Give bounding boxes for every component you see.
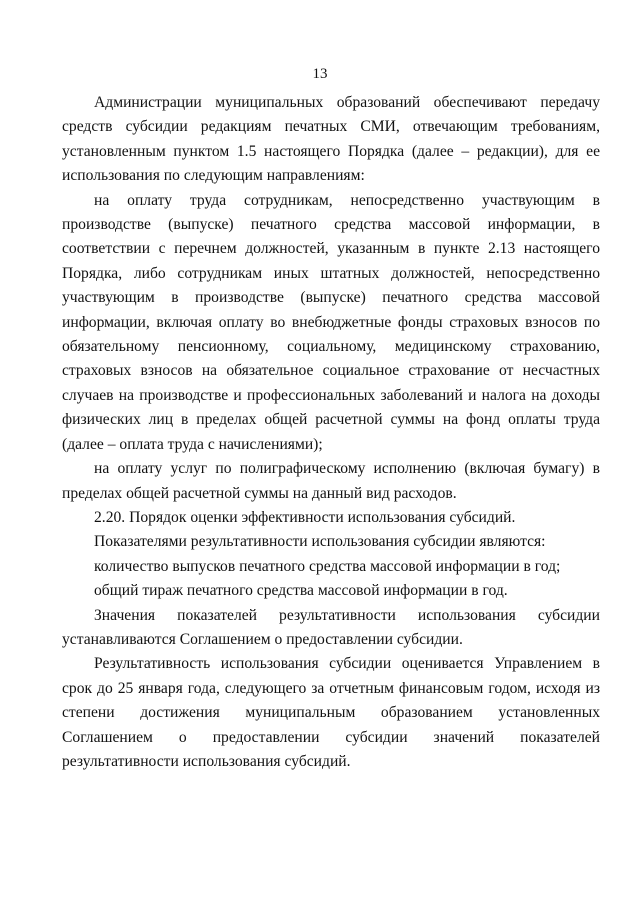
paragraph-indicator-values: Значения показателей результативности использования субсидии устанавливаются Соглашением о предоставлении субсидии. bbox=[62, 606, 600, 648]
paragraph-labor-payment: на оплату труда сотрудникам, непосредственно участвующим в производстве (выпуске) печатного средства массовой информации, в соответствии с перечнем должностей, указанным в пункте 2.13 настоящего Порядка, либо сотрудникам иных штатных должностей, непосредственно участвующим в производстве (выпуске) печатного средства массовой информации, включая оплату во внебюджетные фонды страховых взносов по обязательному пенсионному, социальному, медицинскому страхованию, страховых взносов на обязательное социальное страхование от несчастных случаев на производстве и профессиональных заболеваний и налога на доходы физических лиц в пределах общей расчетной суммы на фонд оплаты труда (далее – оплата труда с начислениями); bbox=[62, 191, 600, 453]
paragraph-indicators-intro: Показателями результативности использования субсидии являются: bbox=[94, 533, 546, 551]
document-body bbox=[62, 91, 600, 774]
paragraph-indicator-issues: количество выпусков печатного средства массовой информации в год; bbox=[94, 557, 561, 575]
paragraph-transfer-of-subsidy: Администрации муниципальных образований обеспечивают передачу средств субсидии редакциям печатных СМИ, отвечающим требованиям, установленным пунктом 1.5 настоящего Порядка (далее – редакции), для ее использования по следующим направлениям: bbox=[62, 94, 600, 185]
paragraph-evaluation: Результативность использования субсидии оценивается Управлением в срок до 25 января года, следующего за отчетным финансовым годом, исходя из степени достижения муниципальным образованием установленных Соглашением о предоставлении субсидии значений показателей результативности использования субсидий. bbox=[62, 655, 600, 770]
paragraph-indicator-circulation: общий тираж печатного средства массовой информации в год. bbox=[94, 582, 508, 600]
paragraph-printing-services: на оплату услуг по полиграфическому исполнению (включая бумагу) в пределах общей расчетной суммы на данный вид расходов. bbox=[62, 460, 600, 502]
page-number: 13 bbox=[312, 66, 328, 82]
section-heading-2-20: 2.20. Порядок оценки эффективности использования субсидий. bbox=[94, 508, 516, 526]
